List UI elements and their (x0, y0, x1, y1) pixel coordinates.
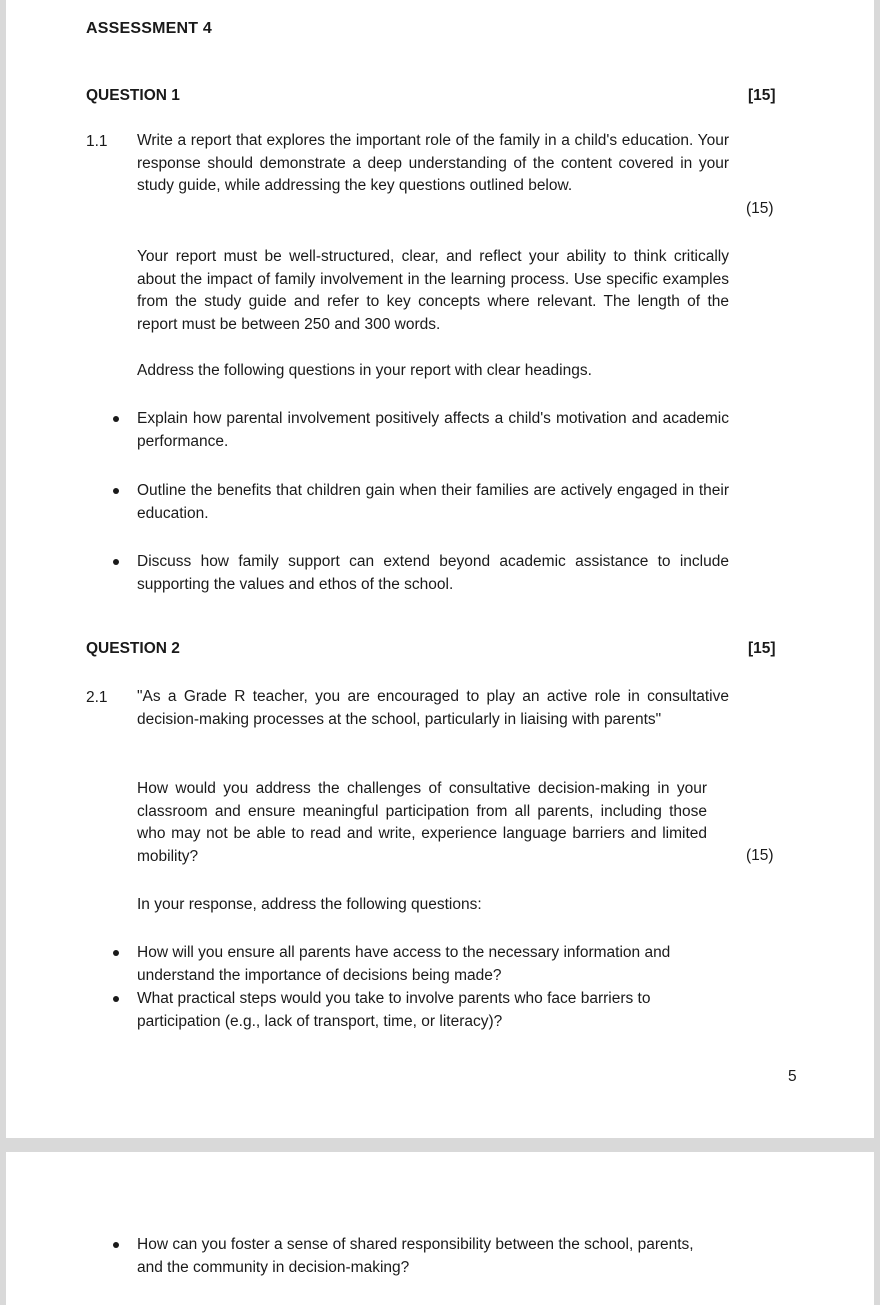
q2-bullet-1: How will you ensure all parents have access to the necessary information and understand the importance of decisions being made? (137, 944, 671, 984)
bullet-dot-icon (113, 1242, 119, 1248)
document-page-2 (6, 1152, 874, 1305)
q1-bullet-3: Discuss how family support can extend beyond academic assistance to include supporting the values and ethos of the school. (137, 553, 729, 593)
item-1-1-marks: (15) (746, 200, 774, 217)
item-2-1-quote: "As a Grade R teacher, you are encouraged to play an active role in consultative decision-making processes at the school, particularly in liaising with parents" (137, 688, 729, 728)
q2-bullet-2: What practical steps would you take to involve parents who face barriers to participation (e.g., lack of transport, time, or literacy)? (137, 990, 651, 1030)
bullet-dot-icon (113, 416, 119, 422)
bullet-dot-icon (113, 488, 119, 494)
bullet-dot-icon (113, 996, 119, 1002)
question-2-heading: QUESTION 2 (86, 640, 180, 657)
q2-bullet-3: How can you foster a sense of shared responsibility between the school, parents, and the community in decision-making? (137, 1236, 694, 1276)
item-2-1-marks: (15) (746, 847, 774, 864)
bullet-dot-icon (113, 559, 119, 565)
item-2-1-number: 2.1 (86, 689, 108, 706)
item-2-1-question: How would you address the challenges of consultative decision-making in your classroom and ensure meaningful participation from all parents, including those who may not be able to read and write, experience language barriers and limited mobility? (137, 780, 707, 865)
item-2-1-instruction: In your response, address the following questions: (137, 896, 482, 913)
assessment-title: ASSESSMENT 4 (86, 20, 212, 37)
item-1-1-number: 1.1 (86, 133, 108, 150)
page-number: 5 (788, 1068, 797, 1085)
bullet-dot-icon (113, 950, 119, 956)
question-2-total-marks: [15] (748, 640, 776, 657)
question-1-heading: QUESTION 1 (86, 87, 180, 104)
item-1-1-instruction: Address the following questions in your report with clear headings. (137, 362, 592, 379)
question-1-total-marks: [15] (748, 87, 776, 104)
item-1-1-intro: Write a report that explores the important role of the family in a child's education. Your response should demonstrate a deep understanding of the content covered in your study guide, while addressing the key questions outlined below. (137, 132, 729, 194)
q1-bullet-2: Outline the benefits that children gain when their families are actively engaged in their education. (137, 482, 729, 522)
item-1-1-paragraph: Your report must be well-structured, clear, and reflect your ability to think critically about the impact of family involvement in the learning process. Use specific examples from the study guide and refer to key concepts where relevant. The length of the report must be between 250 and 300 words. (137, 248, 729, 333)
q1-bullet-1: Explain how parental involvement positively affects a child's motivation and academic performance. (137, 410, 729, 450)
document-page (6, 0, 874, 1138)
